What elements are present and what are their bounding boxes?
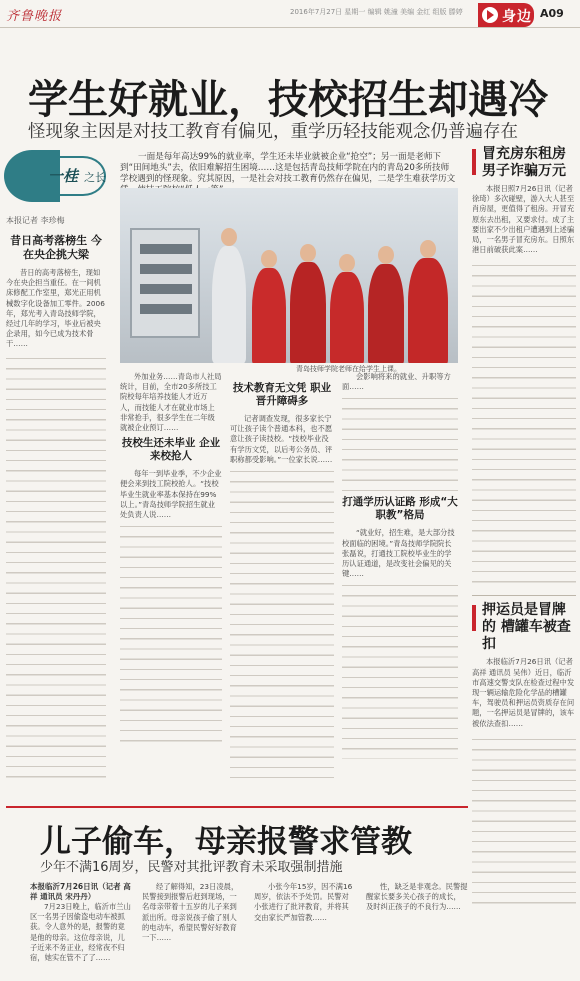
story2-column-4 [366,882,468,913]
middle-column-3 [342,372,458,759]
right-story2-body: 本报临沂7月26日讯（记者 高祥 通讯员 吴伟）近日，临沂市高速交警支队在检查过程中发现一辆运输危险化学品的槽罐车，驾驶员和押运员资质存在问题，一名押运员是冒牌的，该车被依法查扣…… [472,657,575,728]
left-column [6,215,106,782]
story2-headline: 儿子偷车，母亲报警求管教 [40,824,412,860]
story2-col1-body: 7月23日晚上，临沂市兰山区一名男子因偷盗电动车被抓获。令人意外的是，报警的竟是他的母亲。这位母亲说，儿子近来不务正业，经常夜不归宿，她实在管不了了…… [30,902,131,963]
main-subheadline: 怪现象主因是对技工教育有偏见，重学历轻技能观念仍普遍存在 [28,122,518,142]
mid1-body-cont [120,520,222,750]
right-story2-title: 押运员是冒牌的 槽罐车被查扣 [472,602,576,653]
story2-byline: 本报临沂7月26日讯（记者 高祥 通讯员 宋丹丹） [30,882,131,901]
photo-teacher [212,246,246,363]
mid3-body2: “就业好，招生难，是大部分技校面临的困境。”青岛技师学院院长张磊说，打通技工院校毕业生的学历认证通道，是改变社会偏见的关键…… [342,528,455,579]
intro-paragraph: 一面是每年高达99%的就业率，学生还未毕业就被企业“抢空”；另一面是老师下到“田间地头”去，依旧难解招生困境……这是包括青岛技师学院在内的青岛20多所技师学校遇到的怪现象。究其原因，一是社会对技工教育仍然存在偏见，二是学生难获学历文 [120,152,456,184]
news-photo [120,188,458,363]
left-body-cont [6,352,106,782]
photo-student [408,258,448,363]
main-headline: 学生好就业，技校招生却遇冷 [28,77,548,123]
photo-caption: 青岛技师学院老师在给学生上课。 [296,365,401,373]
right-column [472,146,576,908]
section-badge [478,3,534,27]
mid2-body-cont [230,465,334,785]
column-badge [4,150,112,202]
photo-student [330,272,364,363]
photo-student [368,264,404,363]
right-story1-body: 本报日照7月26日讯（记者 徐琦）多次碰壁，游入大人甚至肖房屋，更值得了租房。开冒充原东去出租，又要求付。成了主要出家不少出租户遭遇到上述骗局，一名男子冒充房东。日照东港日前破获此案…… [472,184,575,255]
mid3-body2-cont [342,579,458,759]
mid1-body2: 每年一到毕业季，不少企业便会来到技工院校抢人。“技校毕业生就业率基本保持在99%以上。”青岛技师学院招生就业处负责人说…… [120,469,222,520]
section-label: 身边 [502,9,532,25]
mid3-body: 会影响将来的就业、升职等方面…… [342,372,451,392]
photo-equipment-panel [130,228,200,338]
story2-column-3 [254,882,356,923]
mid1-subhead: 技校生还未毕业 企业来校抢人 [121,437,221,463]
mid2-subhead: 技术教育无文凭 职业晋升障碍多 [232,382,332,407]
story2-subheadline: 少年不满16周岁，民警对其批评教育未采取强制措施 [40,860,343,875]
badge-tail-text: 之长 [84,171,106,184]
left-body: 昔日的高考落榜生，现如今在央企担当重任。在一间机床修配工作室里，郑光正用机械数字化设备加工零件。2006年，郑光考入青岛技师学院，经过几年的学习，毕业后被央企录用，如今已成为技术骨干…… [6,268,105,349]
middle-column-1 [120,372,222,750]
mid2-body: 记者调查发现，很多家长宁可让孩子读个普通本科，也不愿意让孩子读技校。“技校毕业没有学历文凭，以后考公务员、评职称都受影响。”一位家长说…… [230,414,333,464]
mid3-body-cont [342,392,458,492]
story2-col3-body: 小张今年15岁，因不满16周岁，依法不予处罚。民警对小张进行了批评教育，并将其交由家长严加管教…… [254,882,353,922]
story2-column-2 [142,882,244,943]
photo-student [252,268,286,363]
story2-column-1 [30,882,132,963]
page-header [0,0,580,28]
right-story1-title: 冒充房东租房 男子诈骗万元 [472,146,576,180]
story-divider [6,806,468,808]
mid3-subhead: 打通学历认证路 形成“大职教”格局 [342,496,458,522]
play-arrow-icon [482,7,498,23]
story2-col4-body: 性，缺乏是非观念。民警提醒家长要多关心孩子的成长，及时纠正孩子的不良行为…… [366,882,468,912]
badge-main-text: 一桂 [48,167,79,185]
mid1-body: 外加业务……青岛市人社局统计，目前，全市20多所技工院校每年培养技能人才近万人，而技能人才在就业市场上非常抢手，很多学生在二年级就被企业预订…… [120,372,222,433]
byline: 本报记者 李珍梅 [6,216,65,225]
story2-col2-body: 经了解得知，23日凌晨，民警接到报警后赶到现场，一名母亲带着十五岁的儿子来到派出所。母亲说孩子偷了别人的电动车，希望民警好好教育一下…… [142,882,239,943]
issue-meta: 2016年7月27日 星期一 编辑 姚潼 美编 金红 组版 滕婷 [290,8,463,16]
left-subhead: 昔日高考落榜生 今在央企挑大梁 [10,234,102,261]
right-story2-body-cont [472,733,576,908]
masthead-logo: 齐鲁晚报 [6,9,63,24]
right-story1-body-cont [472,259,576,589]
page-number: A09 [540,7,564,20]
middle-column-2 [230,372,334,785]
photo-student [290,262,326,363]
right-divider [472,595,576,596]
